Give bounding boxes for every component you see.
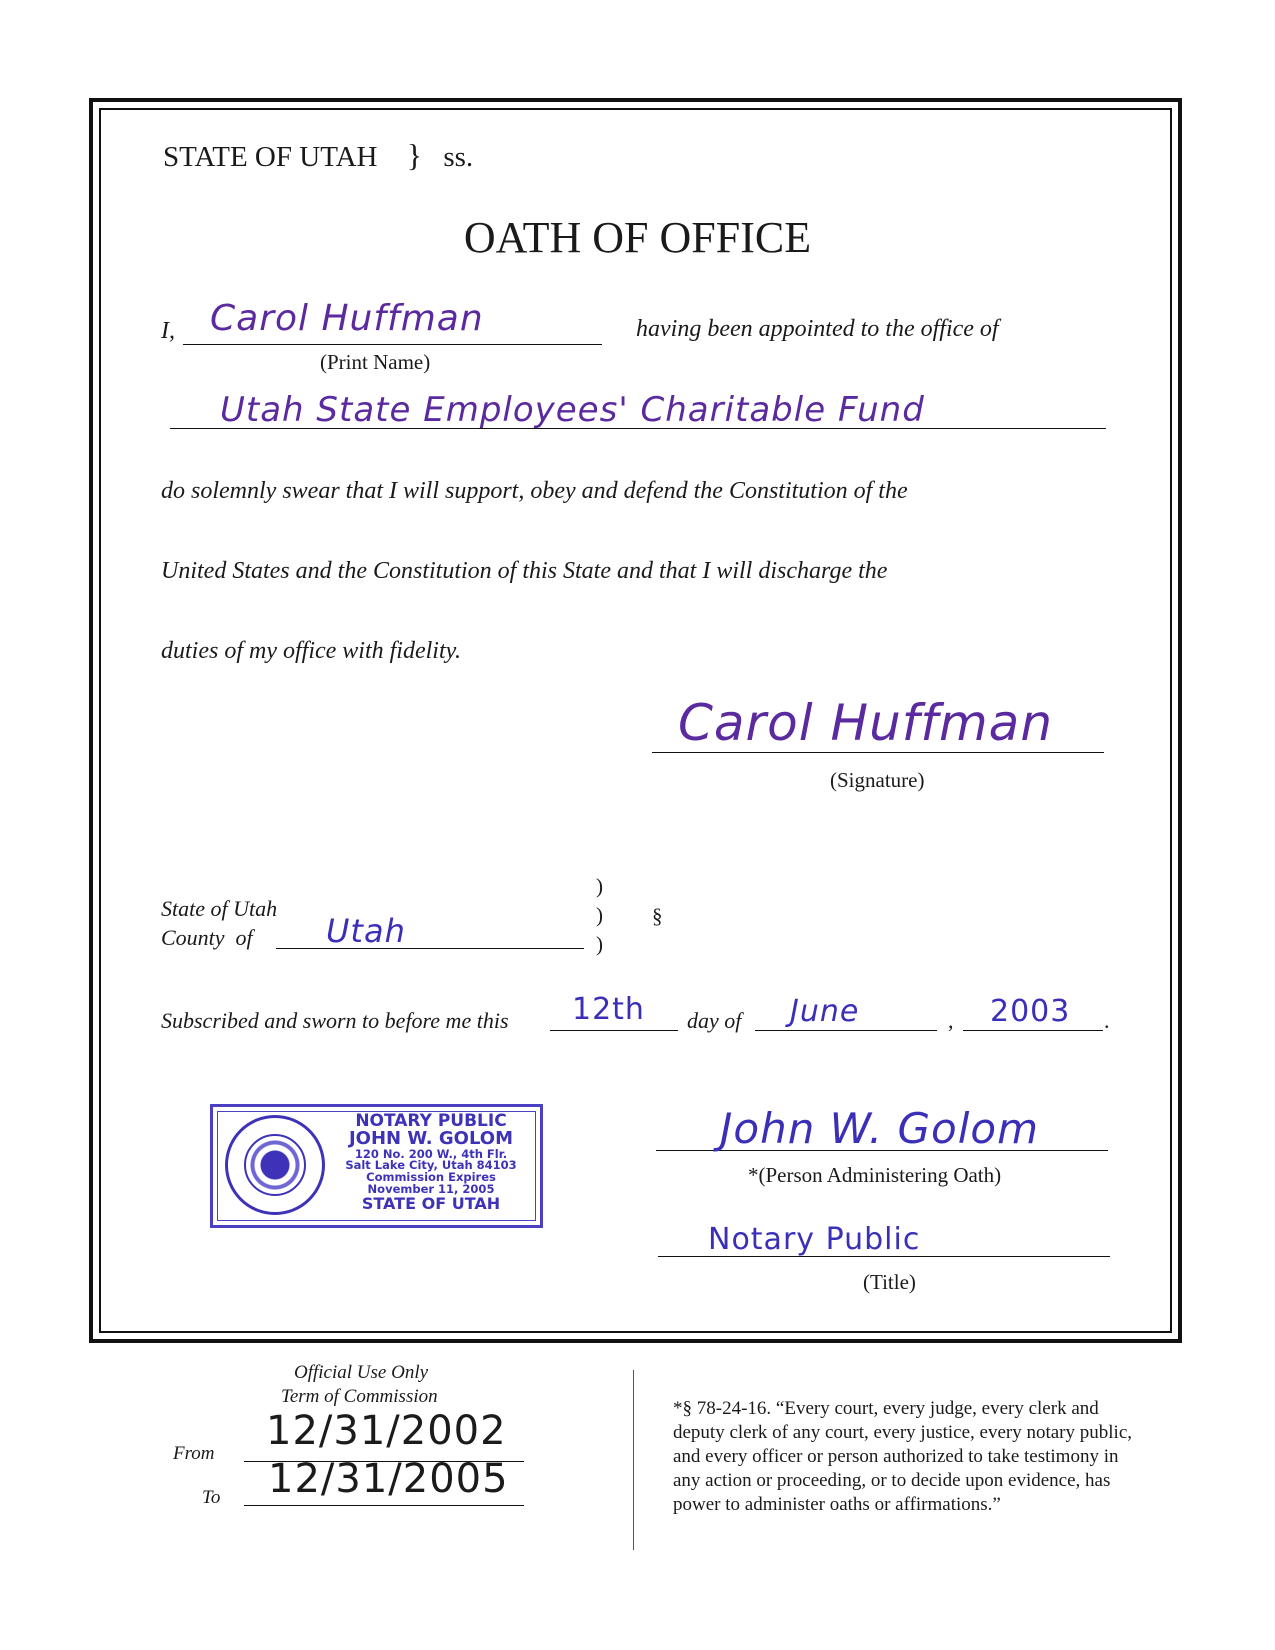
signature-line: [652, 752, 1104, 753]
day-line: [550, 1030, 678, 1031]
paren-2: ): [596, 903, 603, 927]
title-caption: (Title): [863, 1270, 916, 1294]
title-value: Notary Public: [708, 1222, 921, 1257]
footnote-line: any action or proceeding, or to decide upon evidence, has: [673, 1470, 1111, 1491]
i-label: I,: [161, 318, 175, 344]
month-value: June: [790, 994, 860, 1029]
from-label: From: [173, 1443, 215, 1464]
stamp-line: 120 No. 200 W., 4th Flr.: [354, 1146, 508, 1161]
stamp-line: Salt Lake City, Utah 84103: [345, 1158, 517, 1173]
print-name-caption: (Print Name): [320, 350, 431, 374]
footnote-line: power to administer oaths or affirmations.”: [673, 1494, 1001, 1515]
administering-caption: *(Person Administering Oath): [748, 1163, 1002, 1187]
day-value: 12th: [572, 992, 645, 1027]
paren-3: ): [596, 932, 603, 956]
term-heading: Term of Commission: [281, 1386, 438, 1407]
signature-caption: (Signature): [830, 768, 925, 792]
page-title: OATH OF OFFICE: [463, 213, 812, 262]
body-line-2: United States and the Constitution of this State and that I will discharge the: [161, 558, 888, 584]
footnote: [673, 1397, 1132, 1517]
comma: ,: [948, 1008, 954, 1033]
administering-signature: John W. Golom: [720, 1104, 1039, 1153]
print-name-value: Carol Huffman: [210, 298, 484, 339]
month-line: [755, 1030, 937, 1031]
notary-seal-icon: [225, 1115, 325, 1215]
stamp-line: November 11, 2005: [367, 1181, 495, 1196]
oath-signature: Carol Huffman: [678, 694, 1054, 752]
section-symbol: §: [652, 904, 663, 928]
brace: }: [406, 137, 423, 173]
body-line-1: do solemnly swear that I will support, obey and defend the Constitution of the: [161, 478, 908, 504]
day-of-label: day of: [687, 1008, 742, 1033]
paren-1: ): [596, 874, 603, 898]
notary-stamp: [210, 1104, 543, 1228]
to-value: 12/31/2005: [268, 1456, 509, 1502]
official-use-heading: Official Use Only: [294, 1362, 429, 1383]
body-line-3: duties of my office with fidelity.: [161, 638, 461, 664]
stamp-line: Commission Expires: [366, 1170, 496, 1185]
print-name-line: [183, 344, 602, 345]
stamp-line: JOHN W. GOLOM: [348, 1128, 513, 1150]
footnote-line: *§ 78-24-16. “Every court, every judge, every clerk and: [673, 1398, 1099, 1419]
stamp-text: [331, 1113, 531, 1212]
stamp-line: NOTARY PUBLIC: [355, 1111, 507, 1131]
year-line: [963, 1030, 1103, 1031]
stamp-line: STATE OF UTAH: [361, 1193, 501, 1213]
to-label: To: [202, 1487, 221, 1508]
footer-divider: [633, 1370, 634, 1550]
state-header: [163, 137, 473, 174]
to-line: [244, 1505, 524, 1506]
appointed-text: having been appointed to the office of: [636, 316, 999, 342]
year-value: 2003: [990, 994, 1071, 1029]
county-value: Utah: [326, 912, 406, 950]
state-name: STATE OF UTAH: [163, 141, 378, 173]
office-value: Utah State Employees' Charitable Fund: [220, 390, 925, 430]
state-label: State of Utah: [161, 896, 278, 921]
footnote-line: and every officer or person authorized to take testimony in: [673, 1446, 1119, 1467]
sworn-prefix: Subscribed and sworn to before me this: [161, 1008, 509, 1033]
county-label: County of: [161, 925, 253, 950]
from-value: 12/31/2002: [266, 1408, 507, 1454]
county-line: [276, 948, 584, 949]
period: .: [1104, 1008, 1110, 1033]
ss-label: ss.: [443, 141, 474, 173]
footnote-line: deputy clerk of any court, every justice, every notary public,: [673, 1422, 1132, 1443]
